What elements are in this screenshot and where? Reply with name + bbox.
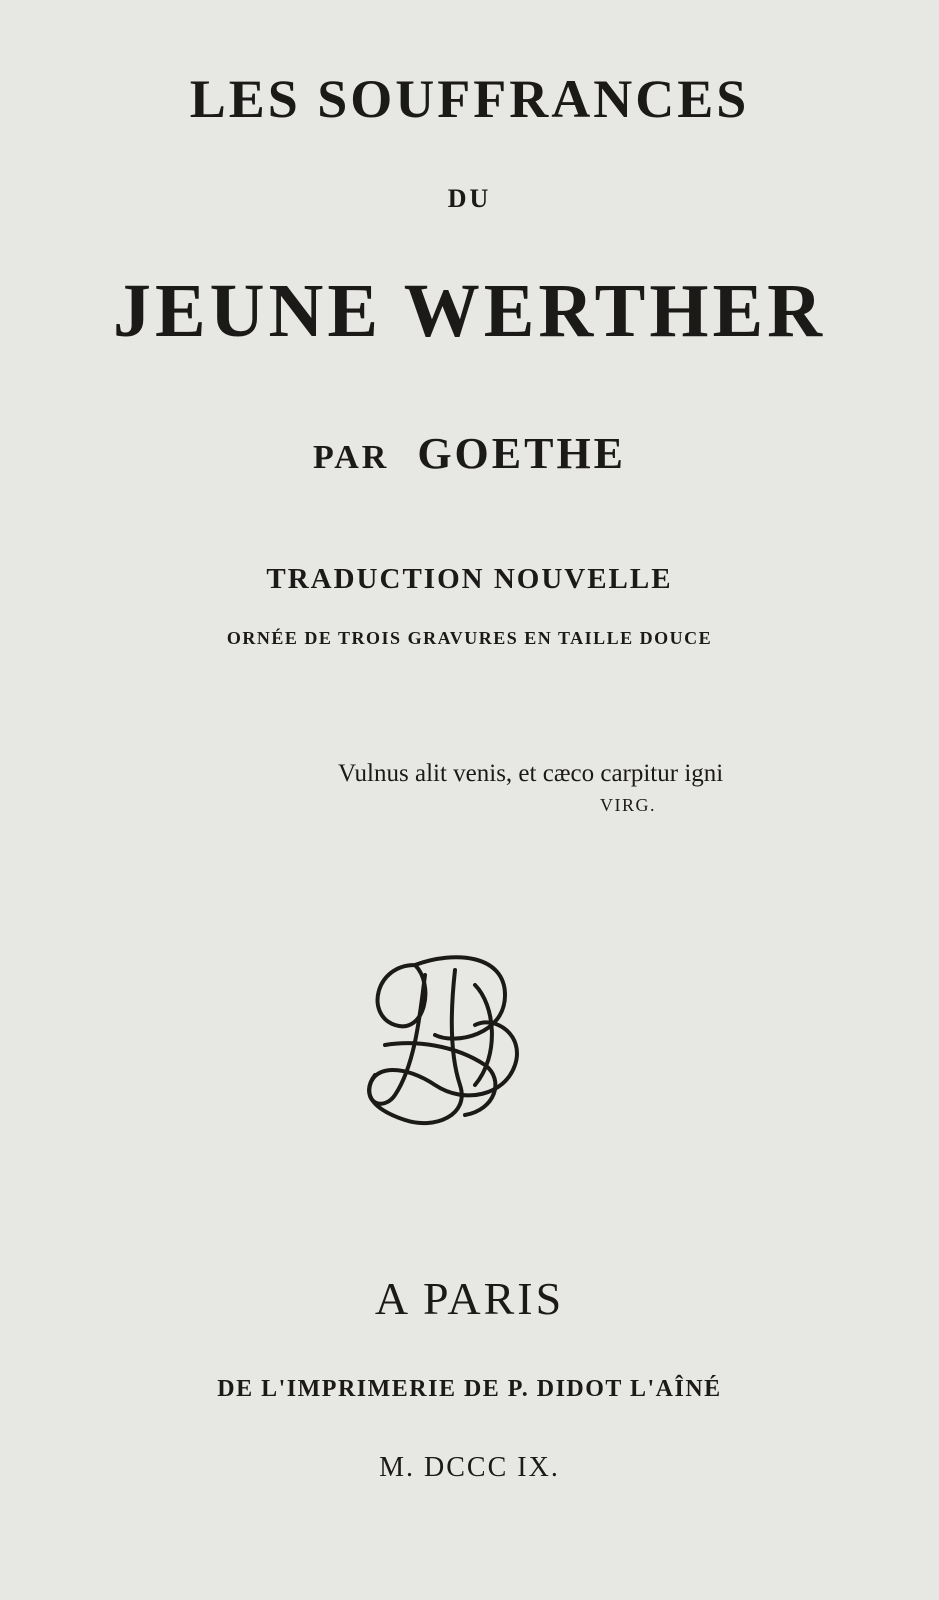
subtitle-detail: ORNÉE DE TROIS GRAVURES EN TAILLE DOUCE [226,628,713,648]
title-line-1: LES SOUFFRANCES [189,69,750,129]
author-line [0,428,939,479]
author-name: GOETHE [417,429,627,478]
title-line-3: JEUNE WERTHER [112,269,827,353]
printer: DE L'IMPRIMERIE DE P. DIDOT L'AÎNÉ [217,1376,722,1402]
monogram-ornament-icon [355,945,535,1135]
title-line-2: DU [447,184,492,213]
date: M. DCCC IX. [379,1452,560,1483]
epigraph: Vulnus alit venis, et cæco carpitur igni [338,760,724,787]
place: A PARIS [374,1273,565,1324]
author-prefix: PAR [312,439,390,476]
epigraph-source: VIRG. [600,795,656,815]
subtitle: TRADUCTION NOUVELLE [266,563,673,595]
